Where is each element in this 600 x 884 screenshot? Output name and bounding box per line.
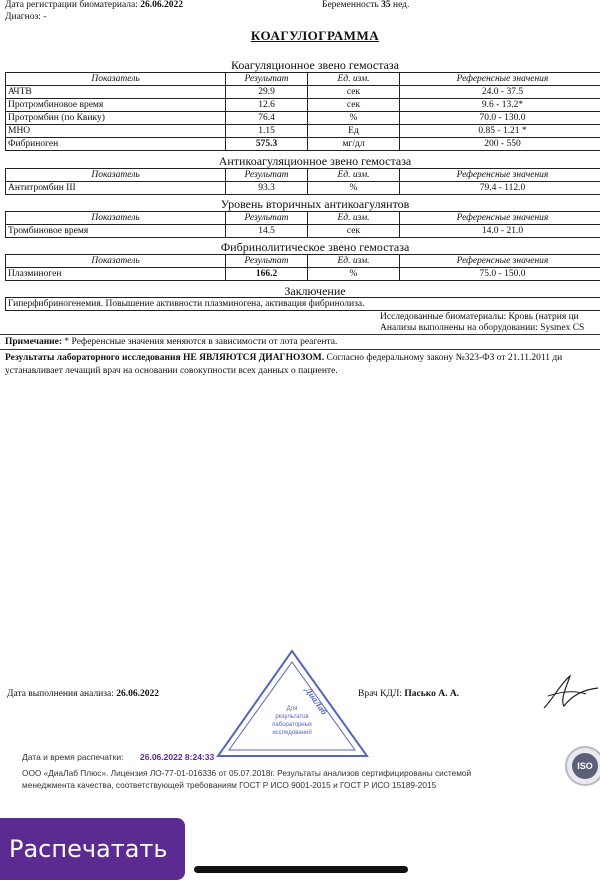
section-title-secondary-anticoagulants: Уровень вторичных антикоагулянтов <box>220 197 410 211</box>
disclaimer: Результаты лабораторного исследования НЕ ЯВЛЯЮТСЯ ДИАГНОЗОМ. Согласно федеральному закону №323-ФЗ от 21.11.2011 ди <box>5 353 563 363</box>
biomaterials-line: Исследованные биоматериалы: Кровь (натрия ци <box>380 312 579 322</box>
iso-badge-icon: ISO <box>565 746 600 786</box>
divider <box>0 349 600 350</box>
table-row: Плазминоген 166.2 % 75.0 - 150.0 <box>6 268 600 281</box>
fibrinolytic-table <box>5 254 600 281</box>
conclusion-text: Гиперфибриногенемия. Повышение активности плазминогена, активация фибринолиза. <box>5 297 600 311</box>
stamp-line-1: Для <box>286 706 298 712</box>
section-title-fibrinolytic: Фибринолитическое звено гемостаза <box>220 240 410 254</box>
table-row: МНО 1.15 Ед 0.85 - 1.21 * <box>6 125 600 138</box>
doctor: Врач КДЛ: Пасько А. А. <box>358 689 460 699</box>
home-indicator[interactable] <box>194 866 408 873</box>
signature-icon <box>540 670 600 715</box>
section-title-coagulation: Коагуляционное звено гемостаза <box>231 58 399 72</box>
table-header: Показатель Результат Ед. изм. Референсные значения <box>6 73 600 86</box>
stamp-outer-triangle <box>218 651 367 756</box>
diagnosis: Диагноз: - <box>5 12 47 22</box>
table-row: Тромбиновое время 14.5 сек 14.0 - 21.0 <box>6 225 600 238</box>
organization-info: ООО «ДиаЛаб Плюс». Лицензия ЛО-77-01-016336 от 05.07.2018г. Результаты анализов сертифицированы системой менеджмента качества, соответствующей требованиям ГОСТ Р ИСО 9001-2015 и ГОСТ Р ИСО 15189-2015 <box>22 768 472 790</box>
stamp-line-4: исследований <box>272 730 312 736</box>
print-button[interactable]: Распечатать <box>0 818 185 880</box>
report-title: КОАГУЛОГРАММА <box>250 28 380 43</box>
stamp-line-3: лабораторных <box>271 722 313 728</box>
table-header: Показатель Результат Ед. изм. Референсные значения <box>6 169 600 182</box>
secondary-anticoagulants-table <box>5 211 600 238</box>
conclusion-title: Заключение <box>284 284 346 298</box>
table-header: Показатель Результат Ед. изм. Референсные значения <box>6 212 600 225</box>
table-row: АЧТВ 29.9 сек 24.0 - 37.5 <box>6 86 600 99</box>
note: Примечание: * Референсные значения меняются в зависимости от лота реагента. <box>5 337 338 347</box>
print-datetime: Дата и время распечатки: 26.06.2022 8:24:33 <box>22 752 215 762</box>
table-row: Антитромбин III 93.3 % 79.4 - 112.0 <box>6 182 600 195</box>
analysis-date: Дата выполнения анализа: 26.06.2022 <box>7 689 159 699</box>
anticoagulation-table <box>5 168 600 195</box>
table-row: Протромбин (по Квику) 76.4 % 70.0 - 130.0 <box>6 112 600 125</box>
table-header: Показатель Результат Ед. изм. Референсные значения <box>6 255 600 268</box>
equipment-line: Анализы выполнены на оборудовании: Sysmex CS <box>380 323 585 333</box>
disclaimer-line-2: устанавливает лечащий врач на основании совокупности всех данных о пациенте. <box>5 366 338 376</box>
section-title-anticoagulation: Антикоагуляционное звено гемостаза <box>218 154 412 168</box>
lab-stamp <box>215 648 370 760</box>
pregnancy-term: Беременность 35 нед. <box>322 0 410 10</box>
divider <box>0 334 600 335</box>
stamp-line-2: результатов <box>275 714 309 720</box>
table-row: Протромбиновое время 12.6 сек 9.6 - 13.2* <box>6 99 600 112</box>
table-row: Фибриноген 575.3 мг/дл 200 - 550 <box>6 138 600 151</box>
stamp-brand: ДиаЛаб <box>303 685 330 717</box>
coagulation-table <box>5 72 600 151</box>
registration-date-value: 26.06.2022 <box>140 0 183 10</box>
registration-date: Дата регистрации биоматериала: 26.06.2022 <box>5 0 183 10</box>
